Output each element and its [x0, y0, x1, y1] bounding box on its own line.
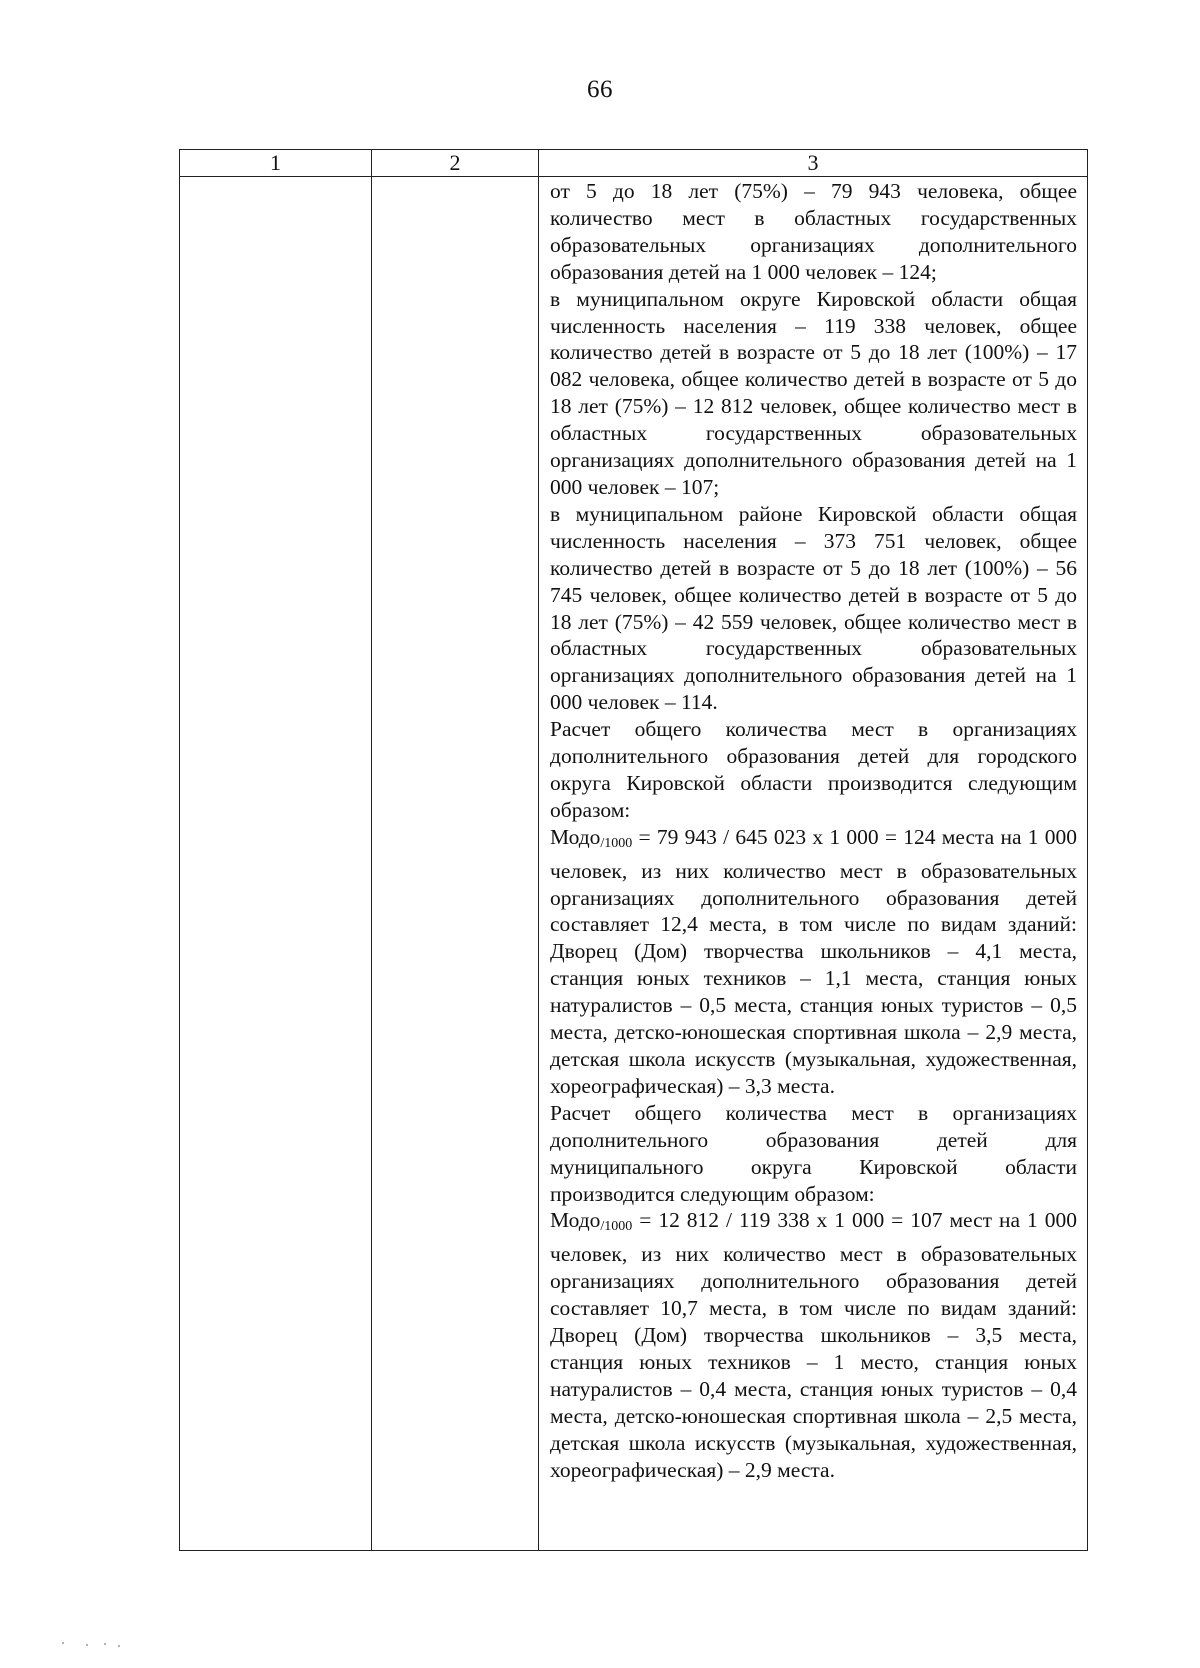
column-1-cell	[180, 177, 372, 1551]
scan-speck	[104, 1643, 106, 1645]
scan-speck	[86, 1644, 88, 1646]
column-3-cell	[539, 177, 1088, 1551]
column-2-cell	[372, 177, 539, 1551]
formula-symbol: Модо	[550, 1208, 601, 1233]
column-header-1: 1	[180, 150, 372, 177]
formula-subscript: /1000	[600, 1219, 633, 1235]
scan-speck	[118, 1645, 120, 1647]
column-header-3: 3	[539, 150, 1088, 177]
formula-city-district	[550, 824, 1077, 1100]
formula-symbol: Модо	[550, 824, 601, 849]
formula-subscript: /1000	[600, 835, 633, 851]
scan-speck	[62, 1642, 64, 1644]
document-table	[179, 149, 1088, 1551]
paragraph-municipal-okrug: в муниципальном округе Кировской области общая численность населения – 119 338 человек, общее количество детей в возрасте от 5 до 18 лет (100%) – 17 082 человека, общее количество детей в возрасте от 5 до 18 лет (75%) – 12 812 человек, общее количество мест в областных государственных образовательных организациях дополнительного образования детей на 1 000 человек – 107;	[550, 286, 1077, 499]
column-header-2: 2	[372, 150, 539, 177]
paragraph-calculation-city-intro: Расчет общего количества мест в организациях дополнительного образования детей для городского округа Кировской области производится следующим образом:	[550, 717, 1077, 822]
formula-municipal-okrug	[550, 1207, 1077, 1483]
table-header-row	[180, 150, 1088, 177]
paragraph-city-district-tail: от 5 до 18 лет (75%) – 79 943 человека, общее количество мест в областных государственных образовательных организациях дополнительного образования детей на 1 000 человек – 124;	[550, 179, 1077, 284]
table-row	[180, 177, 1088, 1551]
paragraph-municipal-raion: в муниципальном районе Кировской области общая численность населения – 373 751 человек, общее количество детей в возрасте от 5 до 18 лет (100%) – 56 745 человек, общее количество детей в возрасте от 5 до 18 лет (75%) – 42 559 человек, общее количество мест в областных государственных образовательных организациях дополнительного образования детей на 1 000 человек – 114.	[550, 501, 1077, 715]
page-number: 66	[587, 76, 613, 103]
formula-text: = 12 812 / 119 338 х 1 000 = 107 мест на 1 000 человек, из них количество мест в образовательных организациях дополнительного образования детей составляет 10,7 места, в том числе по видам зданий: Дворец (Дом) творчества школьников – 3,5 места, станция юных техников – 1 место, станция юных натуралистов – 0,4 места, станция юных туристов – 0,4 места, детско-юношеская спортивная школа – 2,5 места, детская школа искусств (музыкальная, художественная, хореографическая) – 2,9 места.	[550, 1208, 1077, 1482]
formula-text: = 79 943 / 645 023 х 1 000 = 124 места на 1 000 человек, из них количество мест в образовательных организациях дополнительного образования детей составляет 12,4 места, в том числе по видам зданий: Дворец (Дом) творчества школьников – 4,1 места, станция юных техников – 1,1 места, станция юных натуралистов – 0,5 места, станция юных туристов – 0,5 места, детско-юношеская спортивная школа – 2,9 места, детская школа искусств (музыкальная, художественная, хореографическая) – 3,3 места.	[550, 824, 1077, 1098]
paragraph-calculation-okrug-intro: Расчет общего количества мест в организациях дополнительного образования детей для муниципального округа Кировской области производится следующим образом:	[550, 1100, 1077, 1206]
